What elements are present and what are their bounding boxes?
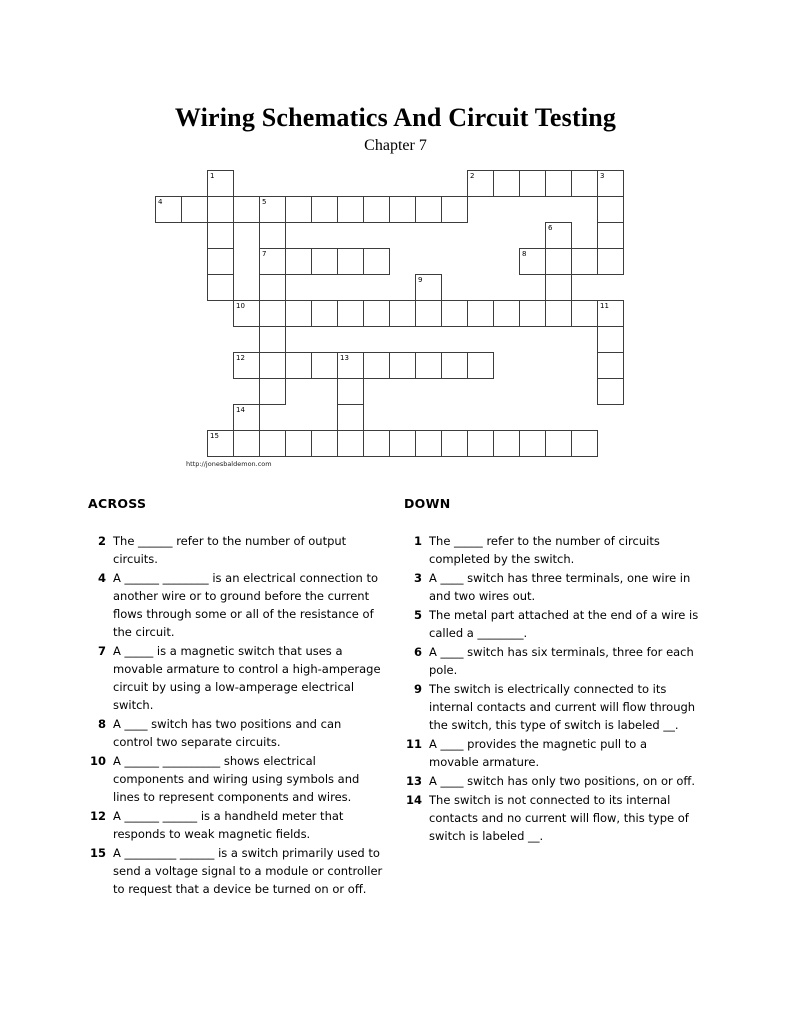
grid-cell (545, 248, 572, 275)
clue-number: 10 (89, 754, 106, 768)
grid-cell (285, 300, 312, 327)
clue-number: 4 (97, 571, 106, 585)
grid-cell (285, 430, 312, 457)
grid-cell (415, 430, 442, 457)
clue-text: The ______ refer to the number of output circuits. (113, 534, 347, 566)
grid-cell (389, 196, 416, 223)
grid-cell (285, 352, 312, 379)
clue-number: 12 (89, 809, 106, 823)
grid-cell (259, 248, 286, 275)
clue-text: A ______ __________ shows electrical components and wiring using symbols and lines to represent components and wires. (113, 754, 360, 804)
down-header: DOWN (404, 496, 451, 511)
cell-number: 11 (600, 302, 609, 310)
cell-number: 5 (262, 198, 267, 206)
grid-cell (311, 196, 338, 223)
clue-number: 7 (97, 644, 106, 658)
clue-number: 11 (405, 737, 422, 751)
clue-text: A ____ switch has six terminals, three for each pole. (429, 645, 694, 677)
clue-text: The _____ refer to the number of circuits completed by the switch. (429, 534, 660, 566)
grid-cell (545, 300, 572, 327)
grid-cell (597, 248, 624, 275)
grid-cell (337, 248, 364, 275)
grid-cell (441, 196, 468, 223)
grid-cell (493, 170, 520, 197)
clue-text: A ____ provides the magnetic pull to a movable armature. (429, 737, 648, 769)
clue-number: 6 (413, 645, 422, 659)
cell-number: 15 (210, 432, 219, 440)
grid-cell (207, 170, 234, 197)
across-clue-7 (88, 642, 388, 714)
grid-cell (519, 430, 546, 457)
grid-cell (467, 352, 494, 379)
grid-cell (597, 170, 624, 197)
grid-cell (233, 352, 260, 379)
across-clues-section (88, 496, 388, 899)
cell-number: 4 (158, 198, 163, 206)
clue-text: The switch is not connected to its internal contacts and no current will flow, this type of switch is labeled __. (429, 793, 689, 843)
grid-cell (259, 196, 286, 223)
grid-cell (363, 352, 390, 379)
down-clue-3 (404, 569, 704, 605)
grid-cell (415, 274, 442, 301)
clue-number: 14 (405, 793, 422, 807)
across-clue-list (88, 532, 388, 898)
grid-cell (207, 196, 234, 223)
grid-cell (519, 300, 546, 327)
grid-cell (311, 352, 338, 379)
grid-cell (259, 274, 286, 301)
source-url: http://jonesbaldemon.com (186, 460, 272, 468)
grid-cell (597, 300, 624, 327)
clue-text: The metal part attached at the end of a wire is called a ________. (429, 608, 699, 640)
across-clue-10 (88, 752, 388, 806)
grid-cell (363, 430, 390, 457)
grid-cell (597, 352, 624, 379)
grid-cell (311, 300, 338, 327)
grid-cell (597, 378, 624, 405)
cell-number: 3 (600, 172, 605, 180)
grid-cell (155, 196, 182, 223)
clue-text: A _________ ______ is a switch primarily used to send a voltage signal to a module or controller to request that a device be turned on or off. (113, 846, 383, 896)
grid-cell (571, 430, 598, 457)
cell-number: 13 (340, 354, 349, 362)
cell-number: 6 (548, 224, 553, 232)
grid-cell (415, 300, 442, 327)
clue-text: A ____ switch has three terminals, one wire in and two wires out. (429, 571, 691, 603)
grid-cell (233, 196, 260, 223)
cell-number: 8 (522, 250, 527, 258)
grid-cell (337, 378, 364, 405)
grid-cell (259, 326, 286, 353)
crossword-grid (155, 170, 625, 458)
grid-cell (415, 352, 442, 379)
grid-cell (337, 430, 364, 457)
grid-cell (337, 404, 364, 431)
grid-cell (493, 300, 520, 327)
grid-cell (519, 170, 546, 197)
grid-cell (363, 248, 390, 275)
grid-cell (233, 404, 260, 431)
grid-cell (285, 248, 312, 275)
clue-number: 8 (97, 717, 106, 731)
clue-number: 3 (413, 571, 422, 585)
grid-cell (571, 170, 598, 197)
grid-cell (441, 352, 468, 379)
grid-cell (545, 170, 572, 197)
grid-cell (571, 300, 598, 327)
grid-cell (285, 196, 312, 223)
cell-number: 7 (262, 250, 267, 258)
down-clue-13 (404, 772, 704, 790)
across-clue-8 (88, 715, 388, 751)
grid-cell (259, 352, 286, 379)
grid-cell (467, 300, 494, 327)
clue-text: A ______ ________ is an electrical connection to another wire or to ground before the current flows through some or all of the resistance of the circuit. (113, 571, 379, 639)
grid-cell (259, 300, 286, 327)
grid-cell (441, 430, 468, 457)
grid-cell (545, 274, 572, 301)
across-clue-2 (88, 532, 388, 568)
clue-number: 2 (97, 534, 106, 548)
clue-text: The switch is electrically connected to its internal contacts and current will flow through the switch, this type of switch is labeled __. (429, 682, 696, 732)
cell-number: 2 (470, 172, 475, 180)
grid-cell (207, 222, 234, 249)
grid-cell (337, 352, 364, 379)
grid-cell (389, 300, 416, 327)
clue-number: 13 (405, 774, 422, 788)
down-clue-1 (404, 532, 704, 568)
down-clue-11 (404, 735, 704, 771)
clue-text: A ____ switch has two positions and can control two separate circuits. (113, 717, 342, 749)
grid-cell (597, 326, 624, 353)
grid-cell (493, 430, 520, 457)
grid-cell (545, 430, 572, 457)
across-clue-15 (88, 844, 388, 898)
grid-cell (311, 248, 338, 275)
grid-cell (597, 222, 624, 249)
across-clue-4 (88, 569, 388, 641)
clue-text: A _____ is a magnetic switch that uses a movable armature to control a high-amperage circuit by using a low-amperage electrical switch. (113, 644, 381, 712)
grid-cell (337, 300, 364, 327)
clue-number: 1 (413, 534, 422, 548)
down-clue-14 (404, 791, 704, 845)
grid-cell (207, 248, 234, 275)
down-clues-section (404, 496, 704, 846)
grid-cell (467, 430, 494, 457)
grid-cell (363, 300, 390, 327)
grid-cell (259, 222, 286, 249)
clue-number: 15 (89, 846, 106, 860)
across-header: ACROSS (88, 496, 147, 511)
grid-cell (415, 196, 442, 223)
grid-cell (519, 248, 546, 275)
grid-cell (311, 430, 338, 457)
page-subtitle: Chapter 7 (364, 137, 427, 154)
grid-cell (337, 196, 364, 223)
clue-text: A ____ switch has only two positions, on or off. (429, 774, 695, 788)
cell-number: 12 (236, 354, 245, 362)
cell-number: 10 (236, 302, 245, 310)
grid-cell (597, 196, 624, 223)
grid-cell (389, 352, 416, 379)
grid-cell (207, 430, 234, 457)
grid-cell (259, 430, 286, 457)
grid-cell (545, 222, 572, 249)
grid-cell (467, 170, 494, 197)
clue-number: 5 (413, 608, 422, 622)
cell-number: 1 (210, 172, 215, 180)
grid-cell (207, 274, 234, 301)
grid-cell (259, 378, 286, 405)
grid-cell (233, 430, 260, 457)
across-clue-12 (88, 807, 388, 843)
down-clue-list (404, 532, 704, 845)
clue-text: A ______ ______ is a handheld meter that responds to weak magnetic fields. (113, 809, 344, 841)
grid-cell (181, 196, 208, 223)
cell-number: 14 (236, 406, 245, 414)
grid-cell (363, 196, 390, 223)
grid-cell (571, 248, 598, 275)
cell-number: 9 (418, 276, 423, 284)
down-clue-9 (404, 680, 704, 734)
grid-cell (441, 300, 468, 327)
grid-cell (233, 300, 260, 327)
page-title: Wiring Schematics And Circuit Testing (174, 103, 617, 132)
down-clue-5 (404, 606, 704, 642)
clue-number: 9 (413, 682, 422, 696)
down-clue-6 (404, 643, 704, 679)
grid-cell (389, 430, 416, 457)
